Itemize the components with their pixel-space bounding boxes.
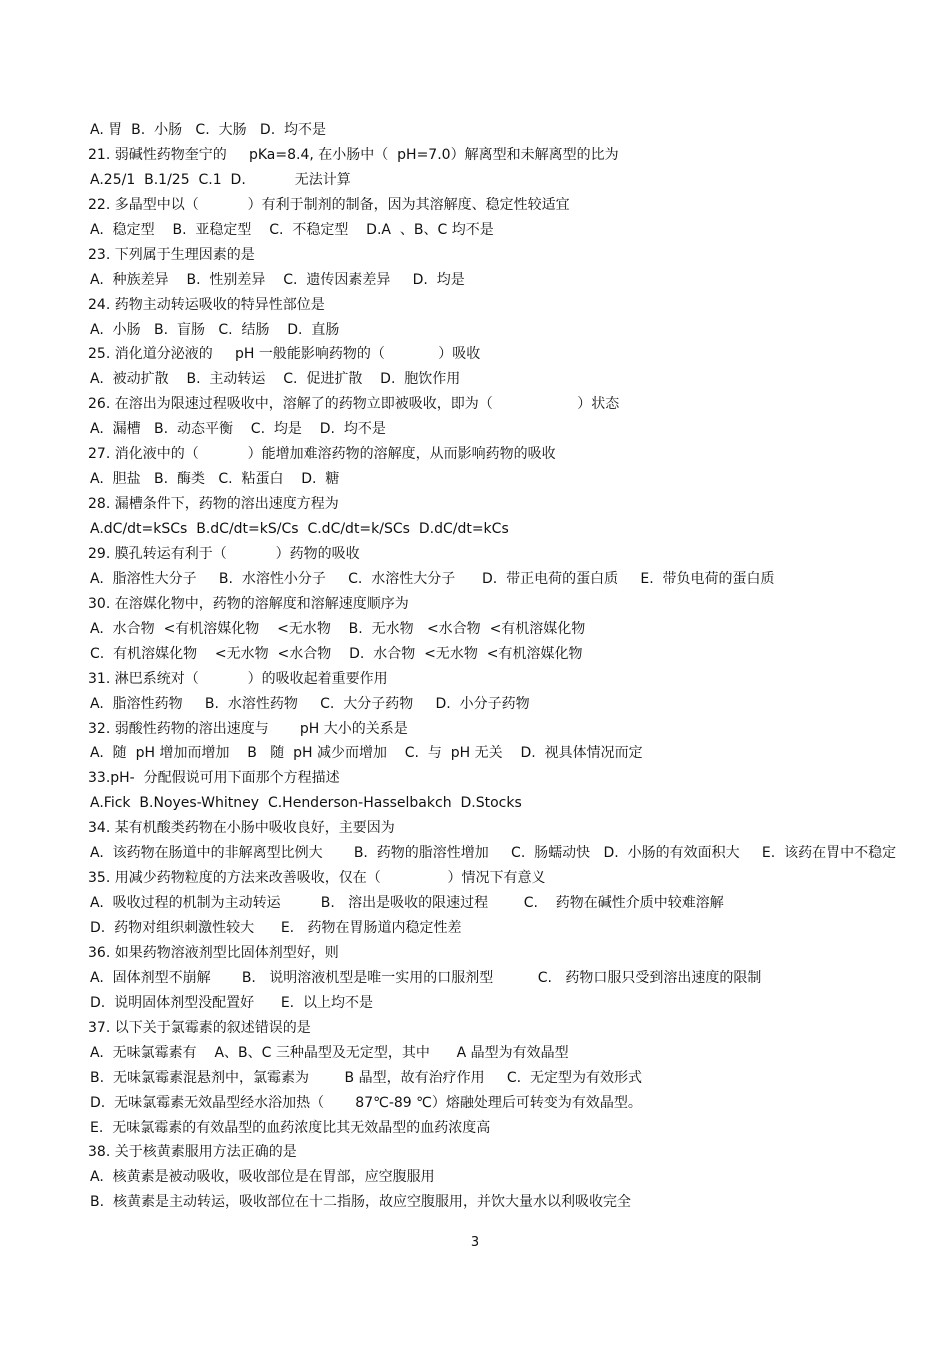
answer-options: A.Fick B.Noyes-Whitney C.Henderson-Hasselbakch D.Stocks [90, 795, 522, 812]
question-stem: 31. 淋巴系统对（ ）的吸收起着重要作用 [88, 670, 388, 687]
answer-options: A. 核黄素是被动吸收，吸收部位是在胃部，应空腹服用 [90, 1169, 435, 1186]
answer-options: A. 脂溶性大分子 B. 水溶性小分子 C. 水溶性大分子 D. 带正电荷的蛋白质 E. 带负电荷的蛋白质 [90, 570, 775, 587]
question-stem: 25. 消化道分泌液的 pH 一般能影响药物的（ ）吸收 [88, 346, 481, 363]
question-stem: 26. 在溶出为限速过程吸收中，溶解了的药物立即被吸收，即为（ ）状态 [88, 396, 620, 413]
page-number: 3 [470, 1235, 480, 1250]
answer-options: A. 胆盐 B. 酶类 C. 粘蛋白 D. 糖 [90, 471, 340, 488]
question-stem: 29. 膜孔转运有利于（ ）药物的吸收 [88, 545, 360, 562]
answer-options: A. 漏槽 B. 动态平衡 C. 均是 D. 均不是 [90, 421, 386, 438]
answer-options: A. 无味氯霉素有 A、B、C 三种晶型及无定型，其中 A 晶型为有效晶型 [90, 1044, 569, 1061]
question-stem: 36. 如果药物溶液剂型比固体剂型好，则 [88, 944, 339, 961]
answer-options: A. 吸收过程的机制为主动转运 B. 溶出是吸收的限速过程 C. 药物在碱性介质中较难溶解 [90, 895, 724, 912]
question-stem: 21. 弱碱性药物奎宁的 pKa=8.4, 在小肠中（ pH=7.0）解离型和未解离型的比为 [88, 146, 619, 163]
answer-options: D. 药物对组织刺激性较大 E. 药物在胃肠道内稳定性差 [90, 920, 462, 936]
answer-options: A. 稳定型 B. 亚稳定型 C. 不稳定型 D.A 、B、C 均不是 [90, 221, 494, 238]
answer-options: A. 水合物 <有机溶媒化物 <无水物 B. 无水物 <水合物 <有机溶媒化物 [90, 620, 586, 637]
answer-options: B. 核黄素是主动转运，吸收部位在十二指肠，故应空腹服用，并饮大量水以利吸收完全 [90, 1194, 631, 1211]
question-stem: 30. 在溶媒化物中，药物的溶解度和溶解速度顺序为 [88, 595, 409, 612]
answer-options: A.25/1 B.1/25 C.1 D. 无法计算 [90, 171, 351, 188]
answer-options: A. 小肠 B. 盲肠 C. 结肠 D. 直肠 [90, 321, 340, 338]
answer-options: A. 种族差异 B. 性别差异 C. 遗传因素差异 D. 均是 [90, 271, 465, 288]
question-stem: 34. 某有机酸类药物在小肠中吸收良好，主要因为 [88, 820, 395, 837]
answer-options: A. 随 pH 增加而增加 B 随 pH 减少而增加 C. 与 pH 无关 D. 视具体情况而定 [90, 745, 643, 762]
question-stem: 22. 多晶型中以（ ）有利于制剂的制备，因为其溶解度、稳定性较适宜 [88, 196, 570, 213]
answer-options: A. 脂溶性药物 B. 水溶性药物 C. 大分子药物 D. 小分子药物 [90, 695, 530, 712]
question-stem: 33.pH- 分配假说可用下面那个方程描述 [88, 770, 340, 787]
answer-options: A. 胃 B. 小肠 C. 大肠 D. 均不是 [90, 122, 327, 138]
question-stem: 28. 漏槽条件下，药物的溶出速度方程为 [88, 496, 339, 513]
answer-options: E. 无味氯霉素的有效晶型的血药浓度比其无效晶型的血药浓度高 [90, 1119, 491, 1136]
answer-options: D. 无味氯霉素无效晶型经水浴加热（ 87℃-89 ℃）熔融处理后可转变为有效晶型。 [90, 1094, 642, 1111]
question-stem: 27. 消化液中的（ ）能增加难溶药物的溶解度，从而影响药物的吸收 [88, 446, 556, 463]
question-stem: 32. 弱酸性药物的溶出速度与 pH 大小的关系是 [88, 720, 408, 737]
answer-options: A. 固体剂型不崩解 B. 说明溶液机型是唯一实用的口服剂型 C. 药物口服只受到溶出速度的限制 [90, 969, 762, 986]
question-stem: 38. 关于核黄素服用方法正确的是 [88, 1144, 297, 1161]
question-stem: 23. 下列属于生理因素的是 [88, 246, 255, 263]
question-stem: 24. 药物主动转运吸收的特异性部位是 [88, 296, 325, 313]
answer-options: D. 说明固体剂型没配置好 E. 以上均不是 [90, 994, 374, 1011]
question-stem: 35. 用减少药物粒度的方法来改善吸收，仅在（ ）情况下有意义 [88, 870, 546, 887]
answer-options: A. 被动扩散 B. 主动转运 C. 促进扩散 D. 胞饮作用 [90, 371, 461, 388]
question-list [88, 118, 938, 1215]
question-stem: 37. 以下关于氯霉素的叙述错误的是 [88, 1019, 311, 1036]
answer-options: A. 该药物在肠道中的非解离型比例大 B. 药物的脂溶性增加 C. 肠蠕动快 D. 小肠的有效面积大 E. 该药在胃中不稳定 [90, 845, 897, 862]
answer-options: B. 无味氯霉素混悬剂中，氯霉素为 B 晶型，故有治疗作用 C. 无定型为有效形式 [90, 1069, 642, 1086]
answer-options: C. 有机溶媒化物 <无水物 <水合物 D. 水合物 <无水物 <有机溶媒化物 [90, 645, 583, 662]
answer-options: A.dC/dt=kSCs B.dC/dt=kS/Cs C.dC/dt=k/SCs D.dC/dt=kCs [90, 521, 509, 537]
